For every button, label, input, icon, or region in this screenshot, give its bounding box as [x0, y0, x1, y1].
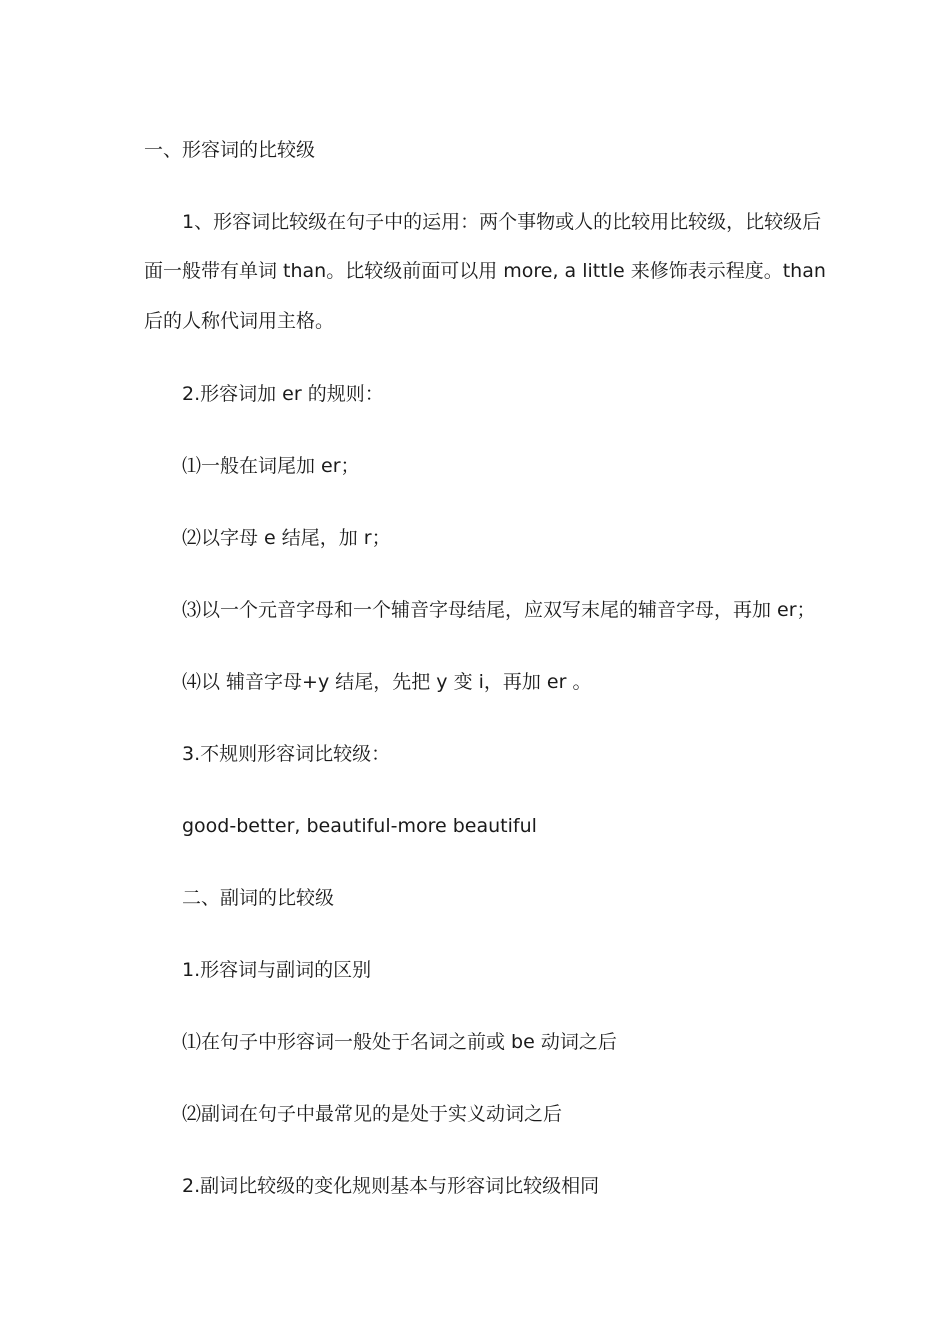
- section2-heading: 二、副词的比较级: [182, 887, 335, 909]
- s2-paragraph1-heading: 1.形容词与副词的区别: [182, 959, 372, 981]
- section1-heading: 一、形容词的比较级: [144, 139, 316, 161]
- s1-paragraph3-heading: 3.不规则形容词比较级：: [182, 743, 391, 765]
- s1-paragraph1-line2: 面一般带有单词 than。比较级前面可以用 more, a little 来修饰表示程度。than: [144, 260, 826, 282]
- s1-paragraph1-line3: 后的人称代词用主格。: [144, 310, 335, 332]
- s1-rule4: ⑷以 辅音字母+y 结尾，先把 y 变 i，再加 er 。: [182, 671, 592, 693]
- s2-rule1: ⑴在句子中形容词一般处于名词之前或 be 动词之后: [182, 1031, 617, 1053]
- s1-rule2: ⑵以字母 e 结尾，加 r；: [182, 527, 391, 549]
- s1-paragraph2-heading: 2.形容词加 er 的规则：: [182, 383, 384, 405]
- s1-paragraph3-example: good-better, beautiful-more beautiful: [182, 815, 537, 837]
- s1-rule1: ⑴一般在词尾加 er；: [182, 455, 360, 477]
- s2-rule2: ⑵副词在句子中最常见的是处于实义动词之后: [182, 1103, 563, 1125]
- s1-paragraph1-line1: 1、形容词比较级在句子中的运用：两个事物或人的比较用比较级，比较级后: [182, 211, 822, 233]
- s2-paragraph2-heading: 2.副词比较级的变化规则基本与形容词比较级相同: [182, 1175, 600, 1197]
- s1-rule3: ⑶以一个元音字母和一个辅音字母结尾，应双写末尾的辅音字母，再加 er；: [182, 599, 816, 621]
